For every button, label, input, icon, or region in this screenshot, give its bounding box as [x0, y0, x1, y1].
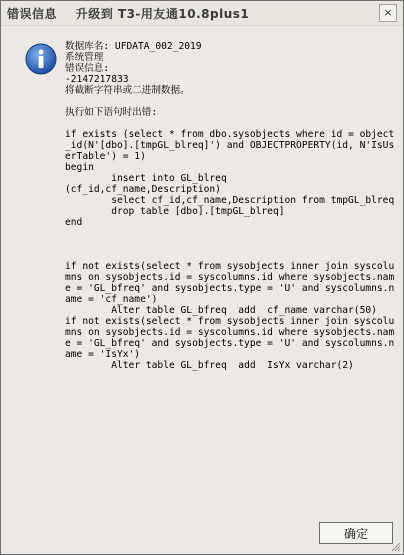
message-line: 错误信息:	[65, 63, 110, 74]
message-line: select cf_id,cf_name,Description from tmpGL_blreq	[65, 195, 395, 206]
message-line	[65, 228, 399, 239]
info-icon	[25, 43, 57, 75]
message-line	[65, 250, 399, 261]
message-line: if exists (select * from dbo.sysobjects where id = object_id(N'[dbo].[tmpGL_blreq]') and OBJECTPROPERTY(id, N'IsUserTable') = 1)	[65, 129, 395, 162]
message-line: 执行如下语句时出错:	[65, 107, 158, 118]
close-button[interactable]	[379, 4, 397, 22]
message-line: Alter table GL_bfreq add cf_name varchar(50)	[65, 305, 377, 316]
message-line: end	[65, 217, 83, 228]
message-line: insert into GL_blreq	[65, 173, 227, 184]
message-line: if not exists(select * from sysobjects inner join syscolumns on sysobjects.id = syscolumns.id where sysobjects.name = 'GL_bfreq' and sysobjects.type = 'U' and syscolumns.name = 'cf_name')	[65, 261, 395, 305]
ok-button[interactable]: 确定	[319, 522, 393, 544]
message-line: Alter table GL_bfreq add IsYx varchar(2)	[65, 360, 354, 371]
message-line	[65, 96, 399, 107]
message-line: -2147217833	[65, 74, 129, 85]
close-icon: ×	[383, 6, 393, 19]
message-line: 系统管理	[65, 52, 104, 63]
message-line	[65, 118, 399, 129]
message-line: (cf_id,cf_name,Description)	[65, 184, 221, 195]
title-bar[interactable]	[1, 1, 403, 26]
window-title: 错误信息 升级到 T3-用友通10.8plus1	[7, 7, 250, 21]
message-line: begin	[65, 162, 94, 173]
resize-grip-icon[interactable]	[391, 542, 401, 552]
error-message	[65, 41, 399, 371]
message-line: if not exists(select * from sysobjects inner join syscolumns on sysobjects.id = syscolumns.id where sysobjects.name = 'GL_bfreq' and sysobjects.type = 'U' and syscolumns.name = 'IsYx')	[65, 316, 395, 360]
message-line: 将截断字符串或二进制数据。	[65, 85, 190, 96]
message-line	[65, 239, 399, 250]
message-line: drop table [dbo].[tmpGL_blreq]	[65, 206, 285, 217]
message-line: 数据库名: UFDATA_002_2019	[65, 41, 202, 52]
